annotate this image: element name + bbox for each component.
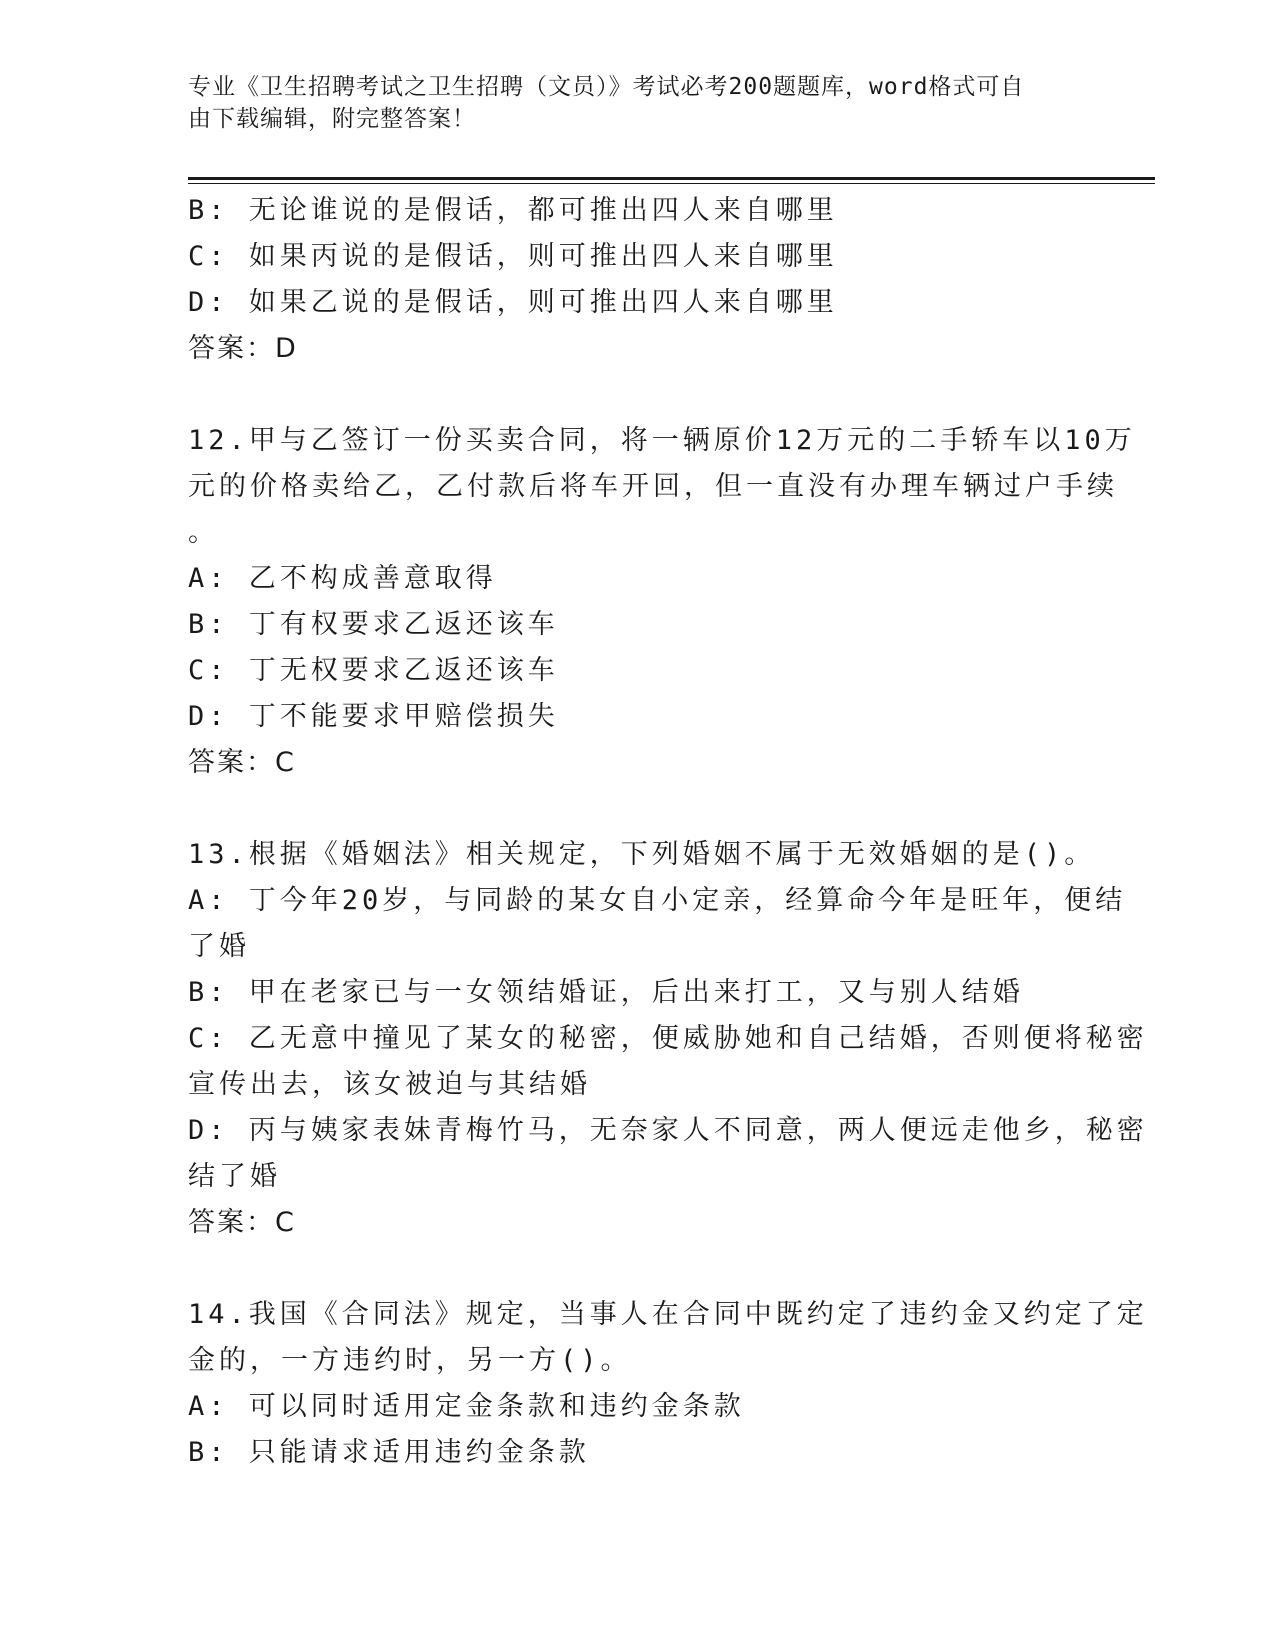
option-a: A: 丁今年20岁，与同龄的某女自小定亲，经算命今年是旺年，便结 <box>188 885 1127 916</box>
option-b: B: 只能请求适用违约金条款 <box>188 1437 590 1468</box>
option-c-continued: 宣传出去，该女被迫与其结婚 <box>188 1069 591 1100</box>
document-header <box>188 71 1068 135</box>
option-b: B: 无论谁说的是假话，都可推出四人来自哪里 <box>188 195 838 226</box>
option-a-continued: 了婚 <box>188 931 250 962</box>
question-stem: 12.甲与乙签订一份买卖合同，将一辆原价12万元的二手轿车以10万 <box>188 425 1136 456</box>
header-line-1: 专业《卫生招聘考试之卫生招聘（文员）》考试必考200题题库，word格式可自 <box>188 74 1025 100</box>
option-d: D: 如果乙说的是假话，则可推出四人来自哪里 <box>188 287 838 318</box>
option-c: C: 如果丙说的是假话，则可推出四人来自哪里 <box>188 241 838 272</box>
spacer <box>188 1246 1078 1292</box>
option-d-continued: 结了婚 <box>188 1161 281 1192</box>
option-b: B: 丁有权要求乙返还该车 <box>188 609 559 640</box>
question-13 <box>188 832 1148 1246</box>
answer: 答案：C <box>188 1207 296 1238</box>
question-stem: 13.根据《婚姻法》相关规定，下列婚姻不属于无效婚姻的是()。 <box>188 839 1096 870</box>
header-divider-thick <box>188 177 1155 180</box>
header-divider-thin <box>188 183 1155 184</box>
option-a: A: 乙不构成善意取得 <box>188 563 497 594</box>
question-stem: 金的，一方违约时，另一方()。 <box>188 1345 632 1376</box>
question-14 <box>188 1292 1148 1476</box>
option-c: C: 丁无权要求乙返还该车 <box>188 655 559 686</box>
spacer <box>188 786 1078 832</box>
option-c: C: 乙无意中撞见了某女的秘密，便威胁她和自己结婚，否则便将秘密 <box>188 1023 1148 1054</box>
question-list <box>188 188 1148 1476</box>
header-line-2: 由下载编辑，附完整答案！ <box>188 106 476 132</box>
option-a: A: 可以同时适用定金条款和违约金条款 <box>188 1391 745 1422</box>
question-12 <box>188 418 1136 786</box>
question-stem: 元的价格卖给乙，乙付款后将车开回，但一直没有办理车辆过户手续 <box>188 471 1118 502</box>
answer: 答案：D <box>188 333 298 364</box>
question-11 <box>188 188 1078 372</box>
option-d: D: 丁不能要求甲赔偿损失 <box>188 701 559 732</box>
option-b: B: 甲在老家已与一女领结婚证，后出来打工，又与别人结婚 <box>188 977 1024 1008</box>
question-stem: 。 <box>188 517 219 548</box>
question-stem: 14.我国《合同法》规定，当事人在合同中既约定了违约金又约定了定 <box>188 1299 1148 1330</box>
option-d: D: 丙与姨家表妹青梅竹马，无奈家人不同意，两人便远走他乡，秘密 <box>188 1115 1148 1146</box>
spacer <box>188 372 1078 418</box>
answer: 答案：C <box>188 747 296 778</box>
